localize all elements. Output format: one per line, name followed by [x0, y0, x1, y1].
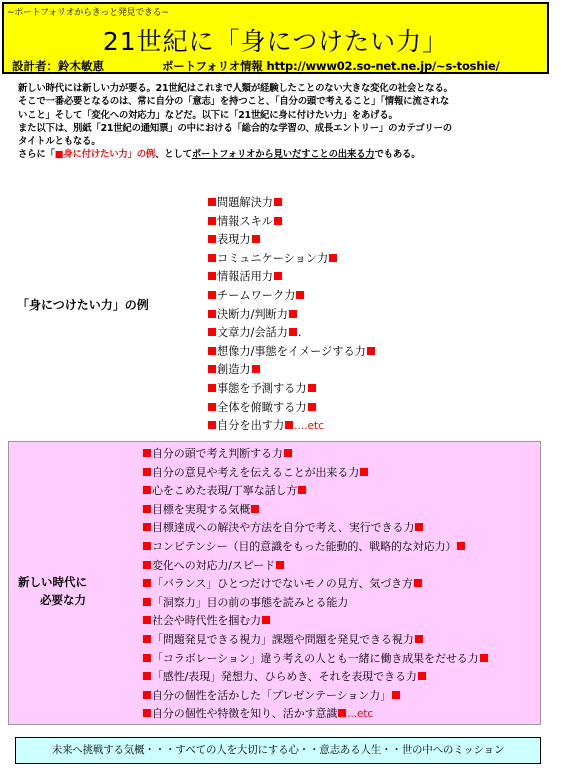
red-square-icon [143, 561, 151, 569]
new-era-skills-list [142, 445, 489, 724]
red-square-icon [284, 449, 292, 457]
list-item-text: 自分の個性を活かした「プレゼンテーション力」 [152, 688, 391, 702]
list-item-text: 自分の個性や特徴を知り、活かす意識 [152, 707, 338, 721]
list-item [207, 194, 376, 213]
red-square-icon [457, 542, 465, 550]
list-item-text: 問題解決力 [217, 196, 273, 209]
red-square-icon [143, 542, 151, 550]
list-item-text: 決断力/判断力 [217, 307, 288, 321]
intro-line: 新しい時代には新しい力が要る。21世紀はこれまで人類が経験したことのない大きな変化の社会となる。 [18, 83, 453, 94]
list-item [207, 343, 376, 362]
red-square-icon [208, 347, 216, 355]
intro-highlight-red: ■身に付けたい力」の例 [54, 149, 156, 161]
etc-label: ...etc [347, 708, 374, 721]
list-item [207, 213, 376, 232]
red-square-icon [143, 654, 151, 662]
red-square-icon [143, 691, 151, 699]
red-square-icon [308, 384, 316, 392]
list-item-text: 自分の意見や考えを伝えることが出来る力 [152, 465, 360, 479]
list-item-text: 目標を実現する気概 [152, 502, 251, 516]
red-square-icon [143, 635, 151, 643]
list-item-text: 変化への対応力/スピード [152, 558, 276, 572]
header-banner [2, 2, 549, 74]
section2-label [18, 573, 87, 609]
list-item [142, 445, 489, 464]
list-item-text: チームワーク力 [217, 288, 296, 302]
list-item [207, 399, 376, 418]
list-item-text: 「洞察力」目の前の事態を読みとる能力 [152, 595, 349, 609]
red-square-icon [208, 365, 216, 373]
tagline: ~ポートフォリオからきっと発見できる~ [7, 8, 169, 18]
red-square-icon [143, 486, 151, 494]
red-square-icon [480, 654, 488, 662]
list-item [142, 594, 489, 613]
red-square-icon [143, 709, 151, 717]
red-square-icon [274, 272, 282, 280]
red-square-icon [208, 403, 216, 411]
red-square-icon [415, 635, 423, 643]
page-title: 21世紀に「身につけたい力」 [102, 27, 449, 56]
etc-label: ....etc [294, 420, 324, 433]
red-square-icon [289, 328, 297, 336]
red-square-icon [360, 468, 368, 476]
list-item [142, 650, 489, 669]
list-item-text: 目標達成への解決や方法を自分で考え、実行できる力 [152, 521, 415, 535]
list-item [142, 519, 489, 538]
red-square-icon [143, 616, 151, 624]
red-square-icon [143, 598, 151, 606]
section2-label-line2: 必要な力 [40, 593, 86, 607]
red-square-icon [296, 291, 304, 299]
intro-text-fragment: でもある。 [374, 149, 421, 161]
list-item [142, 668, 489, 687]
list-item [142, 464, 489, 483]
list-item [207, 361, 376, 380]
red-square-icon [252, 365, 260, 373]
list-item [142, 501, 489, 520]
red-square-icon [143, 449, 151, 457]
red-square-icon [285, 421, 293, 429]
list-item-text: 社会や時代性を掴む力 [152, 614, 261, 628]
red-square-icon [252, 235, 260, 243]
list-item [207, 250, 376, 269]
list-item-text: 「バランス」ひとつだけでないモノの見方、気づき方 [152, 577, 413, 591]
red-square-icon [329, 254, 337, 262]
intro-line: いこと」そして「変化への対応力」などだ。以下に「21世紀に身に付けたい力」をあげる。 [18, 109, 398, 121]
list-item [207, 287, 376, 306]
section2-label-line1: 新しい時代に [18, 575, 87, 589]
red-square-icon [143, 523, 151, 531]
red-square-icon [208, 328, 216, 336]
red-square-icon [274, 198, 282, 206]
red-square-icon [251, 505, 259, 513]
intro-line: また以下は、別紙「21世紀の通知票」の中における「総合的な学習の、成長エントリー」のカテゴリーの [18, 122, 452, 134]
red-square-icon [308, 403, 316, 411]
intro-highlight-underline: ポートフォリオから見いだすことの出来る力 [191, 149, 375, 161]
list-item [142, 575, 489, 594]
list-item [142, 482, 489, 501]
list-item-text: 情報活用力 [217, 270, 273, 284]
red-square-icon [208, 421, 216, 429]
list-item-text: 全体を俯瞰する力 [217, 400, 307, 414]
list-item [142, 557, 489, 576]
skills-list [207, 194, 376, 436]
red-square-icon [143, 468, 151, 476]
red-square-icon [208, 217, 216, 225]
intro-text [18, 82, 558, 162]
list-item-text: コンピテンシー（目的意識をもった能動的、戦略的な対応力） [152, 539, 457, 553]
red-square-icon [208, 254, 216, 262]
list-item [142, 612, 489, 631]
list-item-text: 事態を予測する力 [217, 381, 307, 395]
list-item-text: 表現力 [217, 233, 251, 247]
intro-text-fragment: さらに「 [18, 149, 55, 161]
red-square-icon [414, 579, 422, 587]
intro-line: そこで一番必要となるのは、常に自分の「意志」を持つこと、「自分の頭で考えること」「情報に流されな [18, 96, 450, 108]
red-square-icon [208, 235, 216, 243]
mission-footer: 未来へ挑戦する気概・・・すべての人を大切にする心・・意志ある人生・・世の中へのミッション [15, 737, 541, 764]
red-square-icon [208, 272, 216, 280]
list-item [207, 231, 376, 250]
list-item-text: 自分を出す力 [217, 419, 285, 433]
list-item [142, 687, 489, 706]
red-square-icon [298, 486, 306, 494]
red-square-icon [418, 672, 426, 680]
red-square-icon [274, 217, 282, 225]
list-item-text: 自分の頭で考え判断する力 [152, 447, 283, 460]
list-item [142, 538, 489, 557]
red-square-icon [338, 709, 346, 717]
section1-label: 「身につけたい力」の例 [17, 298, 149, 312]
red-square-icon [143, 672, 151, 680]
intro-line: タイトルともなる。 [18, 136, 101, 148]
red-square-icon [208, 310, 216, 318]
list-item-text: 「感性/表現」発想力、ひらめき、それを表現できる力 [152, 670, 417, 684]
red-square-icon [208, 291, 216, 299]
intro-line [18, 148, 558, 161]
list-item [207, 417, 376, 436]
red-square-icon [289, 310, 297, 318]
list-item-text: 心をこめた表現/丁寧な話し方 [152, 484, 298, 498]
list-item [142, 705, 489, 724]
list-item-text: コミュニケーション力 [217, 251, 329, 265]
list-item-text: 想像力/事態をイメージする力 [217, 344, 366, 358]
list-item-suffix: . [297, 326, 302, 340]
list-item [207, 324, 376, 343]
red-square-icon [415, 523, 423, 531]
list-item [207, 380, 376, 399]
red-square-icon [208, 198, 216, 206]
red-square-icon [143, 579, 151, 587]
portfolio-info-link[interactable]: ポートフォリオ情報 http://www02.so-net.ne.jp/~s-toshie/ [162, 59, 500, 73]
list-item-text: 「コラボレーション」違う考えの人とも一緒に働き成果をだせる力 [152, 651, 479, 665]
list-item-text: 「問題発見できる視力」課題や問題を発見できる視力 [152, 632, 414, 646]
red-square-icon [276, 561, 284, 569]
designer-credit: 設計者：鈴木敏恵 [12, 59, 104, 73]
red-square-icon [262, 616, 270, 624]
red-square-icon [208, 384, 216, 392]
red-square-icon [392, 691, 400, 699]
list-item-text: 創造力 [217, 363, 251, 377]
list-item-text: 文章力/会話力 [217, 326, 288, 340]
red-square-icon [367, 347, 375, 355]
intro-text-fragment: 、として [155, 149, 192, 161]
list-item [142, 631, 489, 650]
red-square-icon [143, 505, 151, 513]
list-item [207, 268, 376, 287]
list-item [207, 306, 376, 325]
list-item-text: 情報スキル [217, 214, 273, 228]
